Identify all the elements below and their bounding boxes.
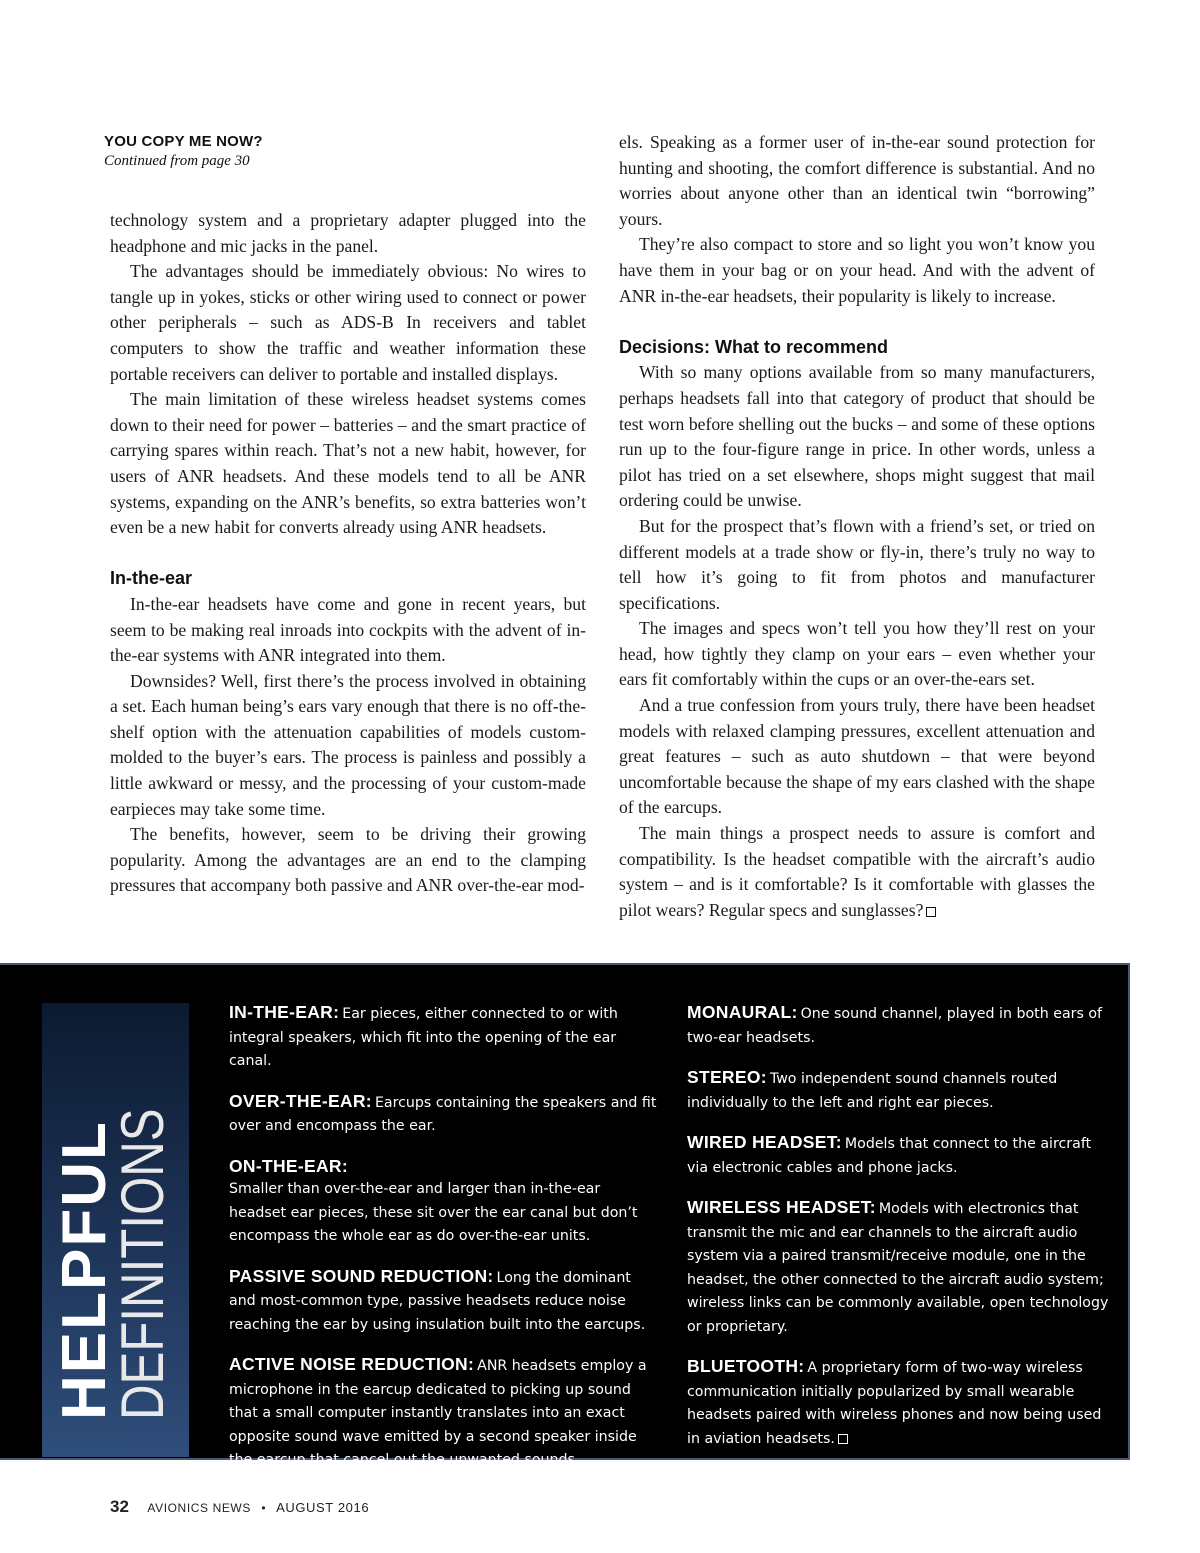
definition-item xyxy=(687,1066,1115,1115)
definition-text: Models that connect to the aircraft via electronic cables and phone jacks. xyxy=(687,1136,1092,1176)
continued-from-note: Continued from page 30 xyxy=(104,153,250,169)
definitions-title xyxy=(50,1040,176,1421)
definition-item xyxy=(687,1001,1115,1050)
paragraph: technology system and a proprietary adapter plugged into the headphone and mic jacks in the panel. xyxy=(110,210,586,256)
definition-term: BLUETOOTH: xyxy=(687,1356,805,1376)
end-mark-icon xyxy=(926,907,936,917)
definition-text: ANR headsets employ a microphone in the earcup dedicated to picking up sound that a small computer instantly translates into an exact opposite sound wave emitted by a second speaker inside the earcup that cancel out the unwanted sounds. xyxy=(229,1358,647,1468)
definitions-column-1 xyxy=(229,1001,661,1489)
definition-item xyxy=(229,1353,661,1473)
definition-item xyxy=(229,1001,661,1074)
definition-text: Two independent sound channels routed individually to the left and right ear pieces. xyxy=(687,1071,1058,1111)
paragraph: The advantages should be immediately obvious: No wires to tangle up in yokes, sticks or other wiring used to connect or power other peripherals – such as ADS-B In receivers and tablet computers to show the traffic and weather information these portable receivers can deliver to portable and installed displays. xyxy=(110,261,586,384)
definition-term: PASSIVE SOUND REDUCTION: xyxy=(229,1265,494,1286)
paragraph: The benefits, however, seem to be driving their growing popularity. Among the advantages are an end to the clamping pressures that accompany both passive and ANR over-the-ear mod- xyxy=(110,824,586,896)
paragraph: In-the-ear headsets have come and gone in recent years, but seem to be making real inroads into cockpits with the advent of in-the-ear systems with ANR integrated into them. xyxy=(110,593,586,666)
definition-item xyxy=(687,1131,1115,1180)
paragraph: With so many options available from so many manufacturers, perhaps headsets fall into that category of product that should be test worn before shelling out the bucks – and some of these options run up to the four-figure range in price. In other words, unless a pilot has tried on a set elsewhere, shops might suggest that mail ordering could be unwise. xyxy=(619,362,1095,511)
definitions-column-2 xyxy=(687,1001,1115,1467)
left-column xyxy=(110,208,586,899)
definition-item xyxy=(687,1196,1115,1339)
definition-term: WIRELESS HEADSET: xyxy=(687,1197,876,1217)
definition-text: Smaller than over-the-ear and larger than in-the-ear headset ear pieces, these sit over the ear canal but don’t encompass the whole ear as do over-the-ear units. xyxy=(229,1181,638,1244)
subheading-in-the-ear: In-the-ear xyxy=(110,568,193,589)
definition-item xyxy=(229,1155,661,1249)
page-footer xyxy=(110,1497,369,1517)
definitions-sidebar xyxy=(0,963,1130,1468)
definition-term: IN-THE-EAR: xyxy=(229,1002,340,1022)
definitions-title-strip xyxy=(42,1003,189,1457)
paragraph: Downsides? Well, first there’s the process involved in obtaining a set. Each human being’s ears vary enough that there is no off-the-shelf option with the attenuation capabilities of models custom-molded to the buyer’s ears. The process is painless and possibly a little awkward or messy, and the processing of your custom-made earpieces may take some time. xyxy=(110,670,586,819)
definition-term: ACTIVE NOISE REDUCTION: xyxy=(229,1354,475,1374)
article-header xyxy=(104,133,263,170)
paragraph: They’re also compact to store and so light you won’t know you have them in your bag or on your head. And with the advent of ANR in-the-ear headsets, their popularity is likely to increase. xyxy=(619,234,1095,306)
definition-text: One sound channel, played in both ears of two-ear headsets. xyxy=(687,1006,1103,1046)
footer-separator: • xyxy=(261,1501,266,1515)
publication-name: AVIONICS NEWS xyxy=(147,1501,251,1515)
paragraph-final xyxy=(619,821,1095,923)
right-column xyxy=(619,130,1095,923)
paragraph: The main limitation of these wireless headset systems comes down to their need for power – batteries – and the smart practice of carrying spares within reach. That’s not a new habit, however, for users of ANR headsets. And these models tend to all be ANR systems, expanding on the ANR’s benefits, so extra batteries won’t even be a new habit for converts already using ANR headsets. xyxy=(110,389,586,538)
paragraph: But for the prospect that’s flown with a friend’s set, or tried on different models at a trade show or fly-in, there’s truly no way to tell how it’s going to fit from photos and manufacturer specifications. xyxy=(619,515,1095,613)
definition-item xyxy=(687,1355,1115,1451)
paragraph: And a true confession from yours truly, there have been headset models with relaxed clamping pressures, excellent attenuation and great features – such as auto shutdown – that were beyond uncomfortable because the shape of my ears clashed with the shape of the earcups. xyxy=(619,695,1095,818)
definition-text: Earcups containing the speakers and fit over and encompass the ear. xyxy=(229,1094,657,1134)
end-mark-icon xyxy=(838,1434,848,1444)
page-number: 32 xyxy=(110,1497,129,1516)
paragraph: els. Speaking as a former user of in-the-ear sound protection for hunting and shooting, the comfort difference is substantial. And no worries about anyone other than an identical twin “borrowing” yours. xyxy=(619,132,1095,229)
definition-term: ON-THE-EAR: xyxy=(229,1155,348,1176)
definition-term: OVER-THE-EAR: xyxy=(229,1090,372,1111)
paragraph-final-text: The main things a prospect needs to assure is comfort and compatibility. Is the headset compatible with the aircraft’s audio system – and is it comfortable? Is it comfortable with glasses the pilot wears? Regular specs and sunglasses? xyxy=(619,823,1095,920)
definition-term: STEREO: xyxy=(687,1067,767,1087)
paragraph: The images and specs won’t tell you how they’ll rest on your head, how tightly they clamp on your ears – even whether your ears fit comfortably within the cups or an over-the-ears set. xyxy=(619,618,1095,690)
issue-date: AUGUST 2016 xyxy=(276,1500,370,1515)
definition-term: MONAURAL: xyxy=(687,1002,798,1022)
subheading-decisions: Decisions: What to recommend xyxy=(619,336,889,357)
definition-text: Long the dominant and most-common type, passive headsets reduce noise reaching the ear by using insulation built into the earcups. xyxy=(229,1269,646,1333)
definitions-title-light: DEFINITIONS xyxy=(109,1108,176,1421)
definition-text: A proprietary form of two-way wireless communication initially popularized by small wearable headsets paired with wireless phones and now being used in aviation headsets. xyxy=(687,1360,1102,1447)
definitions-title-bold: HELPFUL xyxy=(50,1120,119,1421)
definition-item xyxy=(229,1090,661,1139)
definition-text: Models with electronics that transmit the mic and ear channels to the aircraft audio system via a paired transmit/receive module, one in the headset, the other connected to the aircraft audio system; wireless links can be commonly available, open technology or proprietary. xyxy=(687,1201,1109,1335)
definition-text: Ear pieces, either connected to or with integral speakers, which fit into the opening of the ear canal. xyxy=(229,1006,618,1069)
definition-item xyxy=(229,1265,661,1338)
definition-term: WIRED HEADSET: xyxy=(687,1132,842,1152)
section-kicker: YOU COPY ME NOW? xyxy=(104,133,263,150)
